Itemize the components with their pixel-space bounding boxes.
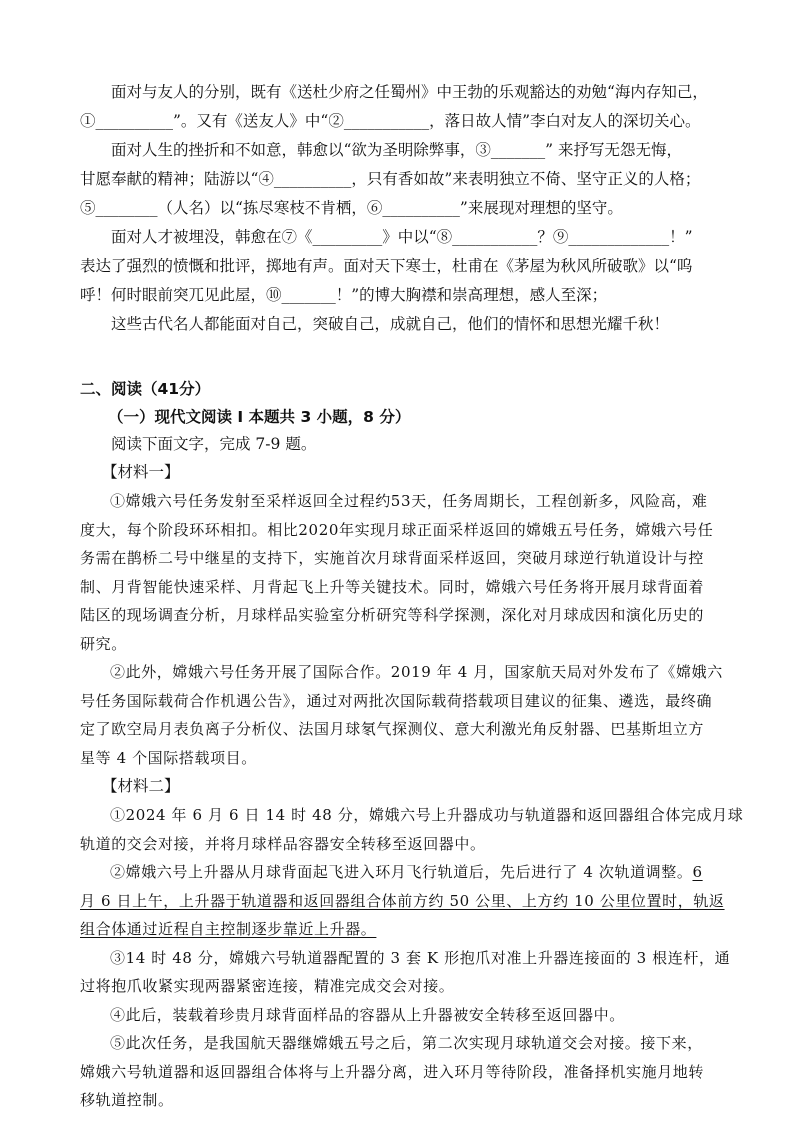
material-one-paragraph-1	[80, 487, 714, 658]
text-line: 这些古代名人都能面对自己，突破自己，成就自己，他们的情怀和思想光耀千秋！	[111, 315, 670, 333]
text-line: 星等 4 个国际搭载项目。	[80, 748, 257, 767]
underlined-text: 月 6 日上午，上升器于轨道器和返回器组合体前方约 50 公里、上方约 10 公里位置时，轨返	[80, 891, 725, 910]
material-two-paragraph-4	[80, 1001, 714, 1030]
text-line: ②此外，嫦娥六号任务开展了国际合作。2019 年 4 月，国家航天局对外发布了《嫦娥六	[110, 663, 723, 681]
text-line: 移轨道控制。	[80, 1091, 174, 1109]
text-line: 面对人生的挫折和不如意，韩愈以“欲为圣明除弊事，③_______” 来抒写无怨无悔，	[111, 141, 683, 159]
text-line: ⑤________（人名）以“拣尽寒枝不肯栖，⑥__________”来展现对理想的坚守。	[80, 199, 623, 217]
text-line	[80, 915, 714, 944]
poetry-paragraph-conclusion	[80, 310, 714, 339]
underlined-text: 6	[692, 863, 703, 881]
subsection-title: （一）现代文阅读 Ⅰ 本题共 3 小题，8 分）	[108, 408, 411, 426]
material-two-paragraph-1	[80, 801, 744, 858]
text-line: 号任务国际载荷合作机遇公告》，通过对两批次国际载荷搭载项目建议的征集、遴选，最终确	[80, 691, 713, 710]
text-line: 务需在鹊桥二号中继星的支持下，实施首次月球背面采样返回，突破月球逆行轨道设计与控	[80, 549, 705, 567]
text-line: 过将抱爪收紧实现两器紧密连接，精准完成交会对接。	[80, 977, 455, 995]
material-two-paragraph-2	[80, 858, 725, 944]
text-line	[80, 858, 714, 887]
text-line: ①2024 年 6 月 6 日 14 时 48 分，嫦娥六号上升器成功与轨道器和返回器组合体完成月球	[110, 806, 744, 824]
text-line: 定了欧空局月表负离子分析仪、法国月球氡气探测仪、意大利激光角反射器、巴基斯坦立方	[80, 720, 705, 738]
text-line: ③14 时 48 分，嫦娥六号轨道器配置的 3 套 K 形抱爪对准上升器连接面的 3 根连杆，通	[110, 948, 731, 967]
text-line: 研究。	[80, 634, 127, 653]
text-line: 面对与友人的分别，既有《送杜少府之任蜀州》中王勃的乐观豁达的劝勉“海内存知己，	[111, 83, 708, 101]
text-line: 呼！何时眼前突兀见此屋，⑩_______！”的博大胸襟和崇高理想，感人至深；	[80, 286, 608, 304]
text-line: 度大，每个阶段环环相扣。相比2020年实现月球正面采样返回的嫦娥五号任务，嫦娥六号任	[80, 520, 714, 539]
material-two-paragraph-5	[80, 1029, 714, 1115]
poetry-paragraph-setbacks	[80, 136, 714, 223]
material-two-label: 【材料二】	[102, 777, 180, 795]
text-line: ①__________”。又有《送友人》中“②___________，落日故人情”李白对友人的深切关心。	[80, 112, 701, 130]
text-line: 甘愿奉献的精神；陆游以“④__________，只有香如故”来表明独立不倚、坚守正义的人格；	[80, 170, 701, 188]
material-one-paragraph-2	[80, 658, 723, 772]
poetry-paragraph-friendship	[80, 78, 714, 136]
text-line: 面对人才被埋没，韩愈在⑦《_________》中以“⑧___________？⑨_____________！”	[111, 228, 693, 246]
text-segment: ②嫦娥六号上升器从月球背面起飞进入环月飞行轨道后，先后进行了 4 次轨道调整。	[110, 863, 693, 881]
reading-instruction: 阅读下面文字，完成 7-9 题。	[111, 435, 317, 453]
text-line: 嫦娥六号轨道器和返回器组合体将与上升器分离，进入环月等待阶段，准备择机实施月地转	[80, 1062, 705, 1081]
text-line: ④此后，装载着珍贵月球背面样品的容器从上升器被安全转移至返回器中。	[110, 1005, 625, 1024]
section-spacer	[80, 339, 714, 375]
text-line: 陆区的现场调查分析，月球样品实验室分析研究等科学探测，深化对月球成因和演化历史的	[80, 606, 705, 624]
section-title: 二、阅读（41分）	[80, 380, 211, 398]
text-line: 轨道的交会对接，并将月球样品容器安全转移至返回器中。	[80, 834, 486, 853]
text-line: ⑤此次任务，是我国航天器继嫦娥五号之后，第二次实现月球轨道交会对接。接下来，	[110, 1034, 703, 1052]
text-line: ①嫦娥六号任务发射至采样返回全过程约53天，任务周期长，工程创新多，风险高，难	[110, 492, 708, 510]
text-line: 表达了强烈的愤慨和批评，掷地有声。面对天下寒士，杜甫在《茅屋为秋风所破歌》以“呜	[80, 257, 693, 275]
material-two-paragraph-3	[80, 944, 731, 1001]
underlined-text: 组合体通过近程自主控制逐步靠近上升器。	[80, 920, 377, 938]
material-one-label: 【材料一】	[102, 463, 180, 481]
text-line: 制、月背智能快速采样、月背起飞上升等关键技术。同时，嫦娥六号任务将开展月球背面着	[80, 577, 705, 596]
poetry-paragraph-talent	[80, 223, 714, 310]
